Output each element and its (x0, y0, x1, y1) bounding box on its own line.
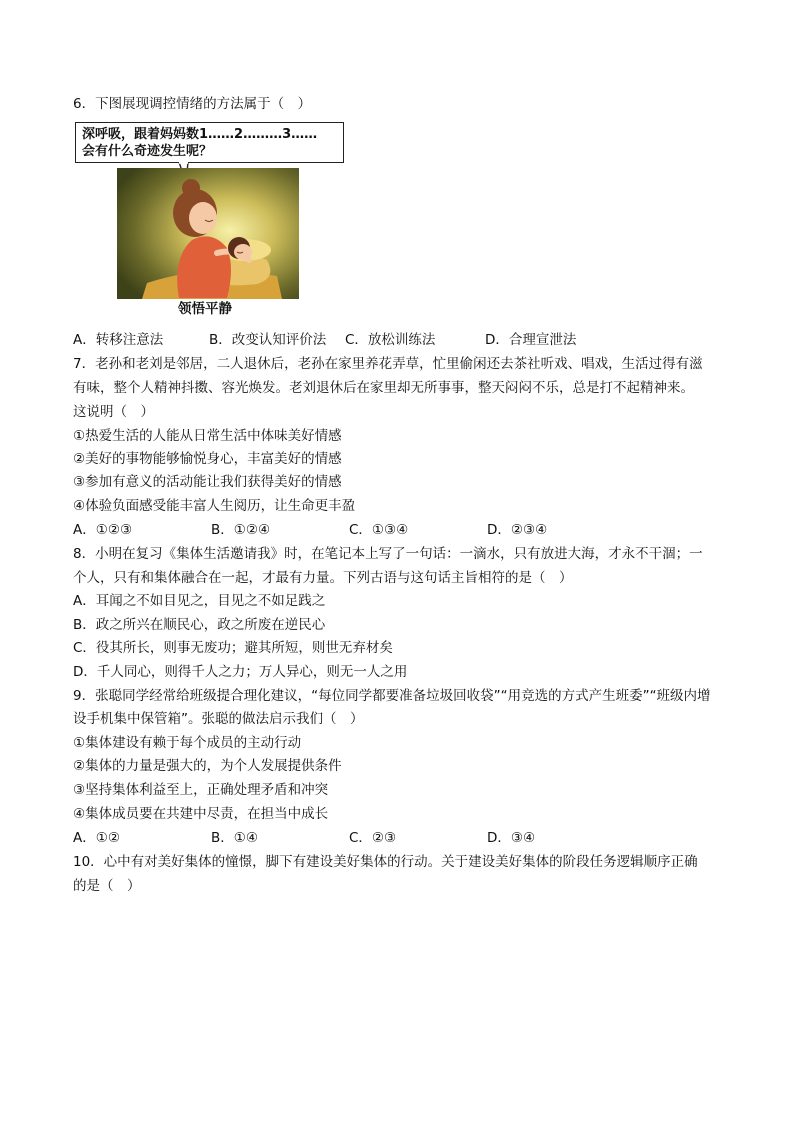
q8-option-b: B．政之所兴在顺民心，政之所废在逆民心 (73, 617, 326, 633)
q9-item-1: ①集体建设有赖于每个成员的主动行动 (73, 735, 302, 751)
q7-stem-line-1: 7．老孙和老刘是邻居，二人退休后，老孙在家里养花弄草，忙里偷闲还去茶社听戏、唱戏，生活过得有滋 (73, 356, 703, 372)
q7-item-1: ①热爱生活的人能从日常生活中体味美好情感 (73, 428, 342, 444)
q9-option-b: B．①④ (211, 830, 258, 846)
q8-option-c: C．役其所长，则事无废功；避其所短，则世无弃材矣 (73, 640, 393, 656)
q9-item-2: ②集体的力量是强大的，为个人发展提供条件 (73, 758, 342, 774)
q9-item-4: ④集体成员要在共建中尽责，在担当中成长 (73, 806, 329, 822)
q7-item-4: ④体验负面感受能丰富人生阅历，让生命更丰盈 (73, 498, 356, 514)
q7-option-b: B．①②④ (211, 522, 271, 538)
q6-option-b: B．改变认知评价法 (209, 332, 327, 348)
q7-stem-line-3: 这说明（ ） (73, 404, 154, 420)
bubble-line-1: 深呼吸，跟着妈妈数1……2………3…… (82, 127, 318, 142)
q8-option-a: A．耳闻之不如目见之，目见之不如足践之 (73, 593, 326, 609)
q9-stem-line-1: 9．张聪同学经常给班级提合理化建议，“每位同学都要准备垃圾回收袋”“用竞选的方式产生班委”“班级内增 (73, 688, 711, 704)
q7-stem-line-2: 有味，整个人精神抖擞、容光焕发。老刘退休后在家里却无所事事，整天闷闷不乐，总是打不起精神来。 (73, 380, 694, 396)
image-caption: 领悟平静 (178, 301, 232, 317)
q8-stem-line-1: 8．小明在复习《集体生活邀请我》时，在笔记本上写了一句话：一滴水，只有放进大海，才永不干涸；一 (73, 546, 703, 562)
q9-stem-line-2: 设手机集中保管箱”。张聪的做法启示我们（ ） (73, 711, 364, 727)
q6-option-a: A．转移注意法 (73, 332, 164, 348)
q6-stem: 6．下图展现调控情绪的方法属于（ ） (73, 96, 312, 112)
q7-option-d: D．②③④ (487, 522, 548, 538)
q6-option-d: D．合理宣泄法 (485, 332, 577, 348)
speech-bubble (75, 122, 344, 163)
bubble-line-2: 会有什么奇迹发生呢？ (82, 144, 213, 159)
q7-item-3: ③参加有意义的活动能让我们获得美好的情感 (73, 474, 342, 490)
q7-item-2: ②美好的事物能够愉悦身心，丰富美好的情感 (73, 451, 342, 467)
q9-option-c: C．②③ (349, 830, 397, 846)
q10-stem-line-2: 的是（ ） (73, 878, 141, 894)
q7-option-c: C．①③④ (349, 522, 409, 538)
q9-item-3: ③坚持集体利益至上，正确处理矛盾和冲突 (73, 782, 329, 798)
q9-option-a: A．①② (73, 830, 120, 846)
q9-option-d: D．③④ (487, 830, 536, 846)
q8-stem-line-2: 个人，只有和集体融合在一起，才最有力量。下列古语与这句话主旨相符的是（ ） (73, 570, 573, 586)
mother-child-illustration (117, 168, 299, 299)
q7-option-a: A．①②③ (73, 522, 133, 538)
q8-option-d: D．千人同心，则得千人之力；万人异心，则无一人之用 (73, 664, 408, 680)
q10-stem-line-1: 10．心中有对美好集体的憧憬，脚下有建设美好集体的行动。关于建设美好集体的阶段任务逻辑顺序正确 (73, 854, 698, 870)
q6-option-c: C．放松训练法 (345, 332, 436, 348)
